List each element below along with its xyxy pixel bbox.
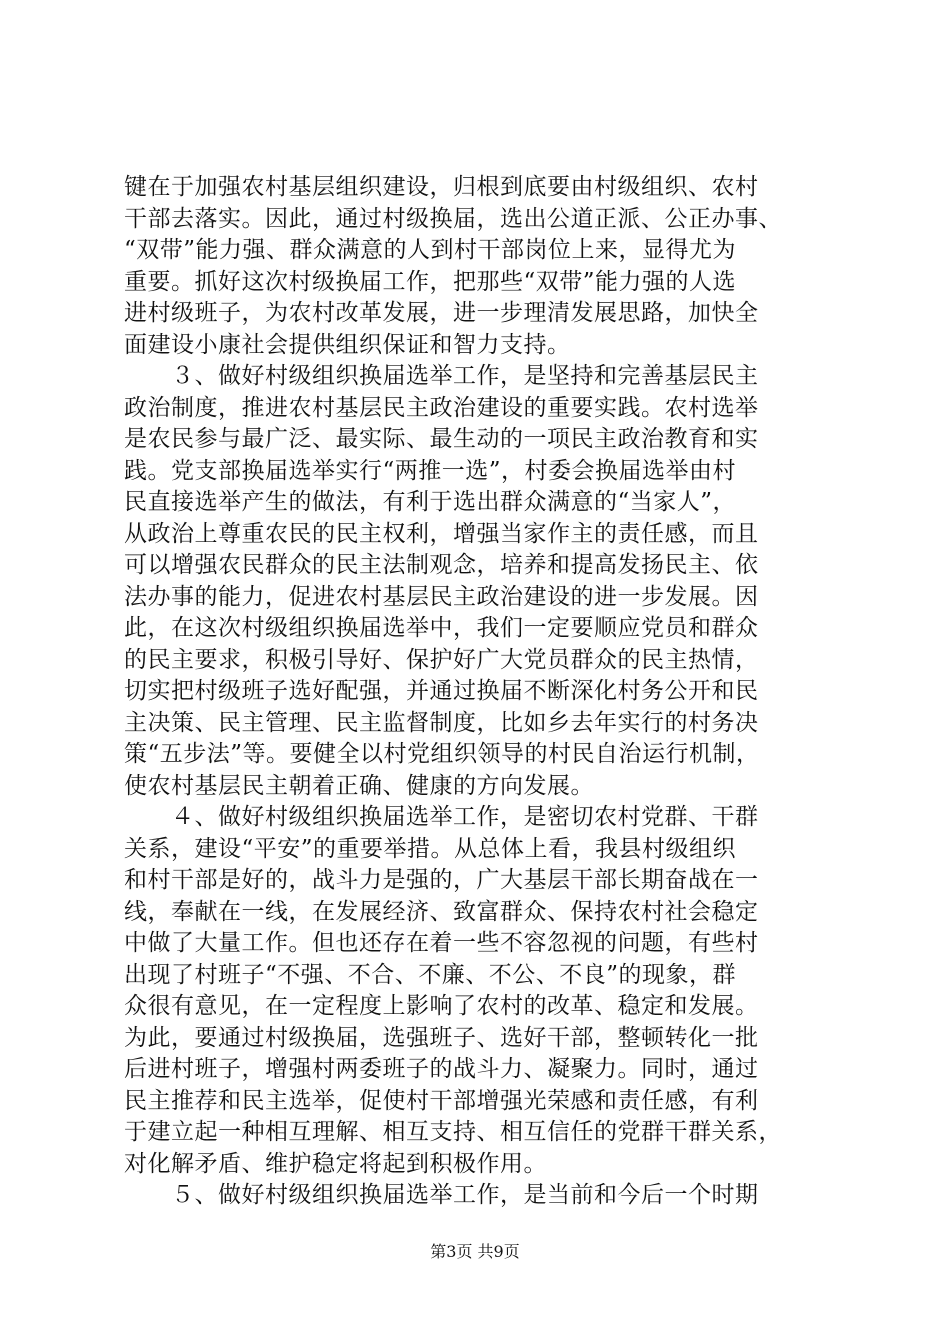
text-line: 此，在这次村级组织换届选举中，我们一定要顺应党员和群众 bbox=[124, 615, 759, 641]
text-line: 从政治上尊重农民的民主权利，增强当家作主的责任感，而且 bbox=[124, 520, 759, 547]
text-line: 后进村班子，增强村两委班子的战斗力、凝聚力。同时，通过 bbox=[124, 1056, 759, 1082]
text-line: 众很有意见，在一定程度上影响了农村的改革、稳定和发展。 bbox=[124, 993, 759, 1019]
text-line: 面建设小康社会提供组织保证和智力支持。 bbox=[124, 331, 571, 358]
text-line: 策“五步法”等。要健全以村党组织领导的村民自治运行机制， bbox=[124, 741, 760, 767]
text-line: 可以增强农民群众的民主法制观念，培养和提高发扬民主、依 bbox=[124, 552, 759, 578]
text-line: 键在于加强农村基层组织建设，归根到底要由村级组织、农村 bbox=[124, 174, 759, 200]
text-line: ４、做好村级组织换届选举工作，是密切农村党群、干群 bbox=[124, 804, 759, 830]
text-line: 进村级班子，为农村改革发展，进一步理清发展思路，加快全 bbox=[124, 300, 759, 326]
page-number-footer: 第3页 共9页 bbox=[430, 1242, 520, 1261]
text-line: 是农民参与最广泛、最实际、最生动的一项民主政治教育和实 bbox=[124, 426, 759, 452]
text-line: 线，奉献在一线，在发展经济、致富群众、保持农村社会稳定 bbox=[124, 898, 759, 925]
text-line: 主决策、民主管理、民主监督制度，比如乡去年实行的村务决 bbox=[124, 709, 759, 736]
text-line: 为此，要通过村级换届，选强班子、选好干部，整顿转化一批 bbox=[124, 1024, 759, 1051]
text-line: ３、做好村级组织换届选举工作，是坚持和完善基层民主 bbox=[124, 363, 759, 389]
text-line: “双带”能力强、群众满意的人到村干部岗位上来，显得尤为 bbox=[124, 237, 737, 263]
text-line: 政治制度，推进农村基层民主政治建设的重要实践。农村选举 bbox=[124, 394, 759, 421]
text-line: ５、做好村级组织换届选举工作，是当前和今后一个时期 bbox=[124, 1182, 759, 1208]
document-body bbox=[124, 172, 844, 1212]
text-line: 使农村基层民主朝着正确、健康的方向发展。 bbox=[124, 772, 594, 799]
text-line: 出现了村班子“不强、不合、不廉、不公、不良”的现象，群 bbox=[124, 961, 737, 988]
text-line: 切实把村级班子选好配强，并通过换届不断深化村务公开和民 bbox=[124, 678, 759, 704]
text-line: 民直接选举产生的做法，有利于选出群众满意的“当家人”， bbox=[124, 489, 737, 515]
text-line: 践。党支部换届选举实行“两推一选”，村委会换届选举由村 bbox=[124, 457, 737, 484]
text-line: 重要。抓好这次村级换届工作，把那些“双带”能力强的人选 bbox=[124, 268, 737, 295]
text-line: 民主推荐和民主选举，促使村干部增强光荣感和责任感，有利 bbox=[124, 1087, 759, 1114]
text-line: 关系，建设“平安”的重要举措。从总体上看，我县村级组织 bbox=[124, 835, 737, 862]
text-line: 的民主要求，积极引导好、保护好广大党员群众的民主热情， bbox=[124, 646, 759, 673]
text-line: 对化解矛盾、维护稳定将起到积极作用。 bbox=[124, 1150, 547, 1177]
text-line: 中做了大量工作。但也还存在着一些不容忽视的问题，有些村 bbox=[124, 930, 759, 956]
text-line: 干部去落实。因此，通过村级换届，选出公道正派、公正办事、 bbox=[124, 205, 782, 232]
text-line: 和村干部是好的，战斗力是强的，广大基层干部长期奋战在一 bbox=[124, 867, 759, 893]
text-line: 法办事的能力，促进农村基层民主政治建设的进一步发展。因 bbox=[124, 583, 759, 610]
text-line: 于建立起一种相互理解、相互支持、相互信任的党群干群关系， bbox=[124, 1119, 782, 1145]
